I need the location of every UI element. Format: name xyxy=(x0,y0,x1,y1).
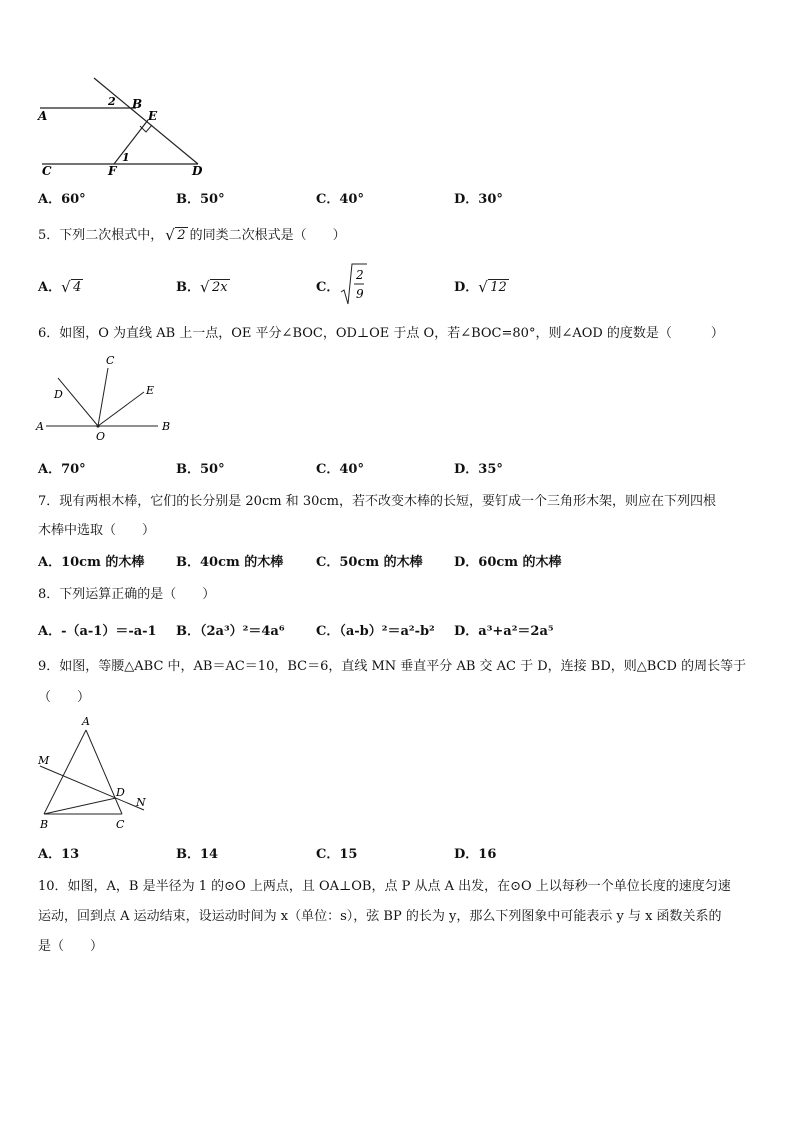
q4-figure xyxy=(36,74,216,180)
q4-label-d: D xyxy=(192,164,203,178)
q7-option-c: C．50cm 的木棒 xyxy=(316,555,423,570)
q9-stem-line1: 9．如图，等腰△ABC 中，AB＝AC＝10，BC＝6，直线 MN 垂直平分 AB 交 AC 于 D，连接 BD，则△BCD 的周长等于 xyxy=(38,659,747,674)
q6-label-e: E xyxy=(146,384,155,397)
q9-label-d: D xyxy=(116,786,125,799)
q7-stem-line1: 7．现有两根木棒，它们的长分别是 20cm 和 30cm，若不改变木棒的长短，要钉成一个三角形木架，则应在下列四根 xyxy=(38,494,716,509)
q9-label-n: N xyxy=(136,796,146,809)
q7-option-a: A．10cm 的木棒 xyxy=(38,555,145,570)
q5-option-a: A． √ 4 xyxy=(38,278,82,296)
q4-option-c: C．40° xyxy=(316,192,364,207)
q7-option-d: D．60cm 的木棒 xyxy=(454,555,562,570)
q6-option-d: D．35° xyxy=(454,462,503,477)
q6-label-c: C xyxy=(106,354,115,367)
q5-stem-radical: √ 2 xyxy=(165,226,186,244)
q6-option-b: B．50° xyxy=(176,462,225,477)
q4-option-b: B．50° xyxy=(176,192,225,207)
q6-stem: 6．如图，O 为直线 AB 上一点，OE 平分∠BOC，OD⊥OE 于点 O，若∠BOC=80°，则∠AOD 的度数是（ ） xyxy=(38,326,724,341)
q5-stem-pre: 5．下列二次根式中， xyxy=(38,228,164,243)
q5-option-c-radical xyxy=(340,262,368,306)
q5-stem xyxy=(38,224,346,243)
q4-label-b: B xyxy=(132,97,143,111)
q8-option-a: A．-（a-1）＝-a-1 xyxy=(38,624,157,639)
q4-label-e: E xyxy=(148,109,158,123)
q6-label-d: D xyxy=(54,388,63,401)
q4-option-a: A．60° xyxy=(38,192,86,207)
q4-angle-2: 2 xyxy=(108,95,116,108)
q6-option-c: C．40° xyxy=(316,462,364,477)
q9-option-a: A．13 xyxy=(38,847,80,862)
q8-option-d: D．a³+a²＝2a⁵ xyxy=(454,624,554,639)
q5-option-d: D． √ 12 xyxy=(454,278,507,296)
q8-stem: 8．下列运算正确的是（ ） xyxy=(38,587,216,602)
q4-option-d: D．30° xyxy=(454,192,503,207)
q7-option-b: B．40cm 的木棒 xyxy=(176,555,284,570)
q6-label-o: O xyxy=(96,430,106,443)
q6-label-a: A xyxy=(36,420,44,433)
q10-stem-line1: 10．如图，A，B 是半径为 1 的⊙O 上两点，且 OA⊥OB，点 P 从点 A 出发，在⊙O 上以每秒一个单位长度的速度匀速 xyxy=(38,879,731,894)
q9-option-b: B．14 xyxy=(176,847,219,862)
q6-option-a: A．70° xyxy=(38,462,86,477)
q4-label-c: C xyxy=(42,164,52,178)
q4-label-f: F xyxy=(108,164,117,178)
q9-label-m: M xyxy=(38,754,50,767)
q8-option-b: B．（2a³）²＝4a⁶ xyxy=(176,624,285,639)
q9-stem-line2: （ ） xyxy=(38,690,91,705)
q4-label-a: A xyxy=(38,109,48,123)
q9-option-c: C．15 xyxy=(316,847,358,862)
q9-label-a: A xyxy=(82,715,90,728)
q9-option-d: D．16 xyxy=(454,847,497,862)
q10-stem-line3: 是（ ） xyxy=(38,939,104,954)
q4-angle-1: 1 xyxy=(122,151,130,164)
q6-figure xyxy=(34,352,184,444)
svg-text:2: 2 xyxy=(356,268,364,282)
q7-stem-line2: 木棒中选取（ ） xyxy=(38,523,156,538)
q8-option-c: C．（a-b）²＝a²-b² xyxy=(316,624,435,639)
q5-option-b: B． √ 2x xyxy=(176,278,228,296)
svg-text:9: 9 xyxy=(356,287,364,301)
q9-label-b: B xyxy=(40,818,49,831)
q9-figure xyxy=(34,712,164,834)
q6-label-b: B xyxy=(162,420,171,433)
q5-stem-post: 的同类二次根式是（ ） xyxy=(189,228,346,243)
q9-label-c: C xyxy=(116,818,125,831)
q10-stem-line2: 运动，回到点 A 运动结束，设运动时间为 x（单位：s），弦 BP 的长为 y，那么下列图象中可能表示 y 与 x 函数关系的 xyxy=(38,909,722,924)
